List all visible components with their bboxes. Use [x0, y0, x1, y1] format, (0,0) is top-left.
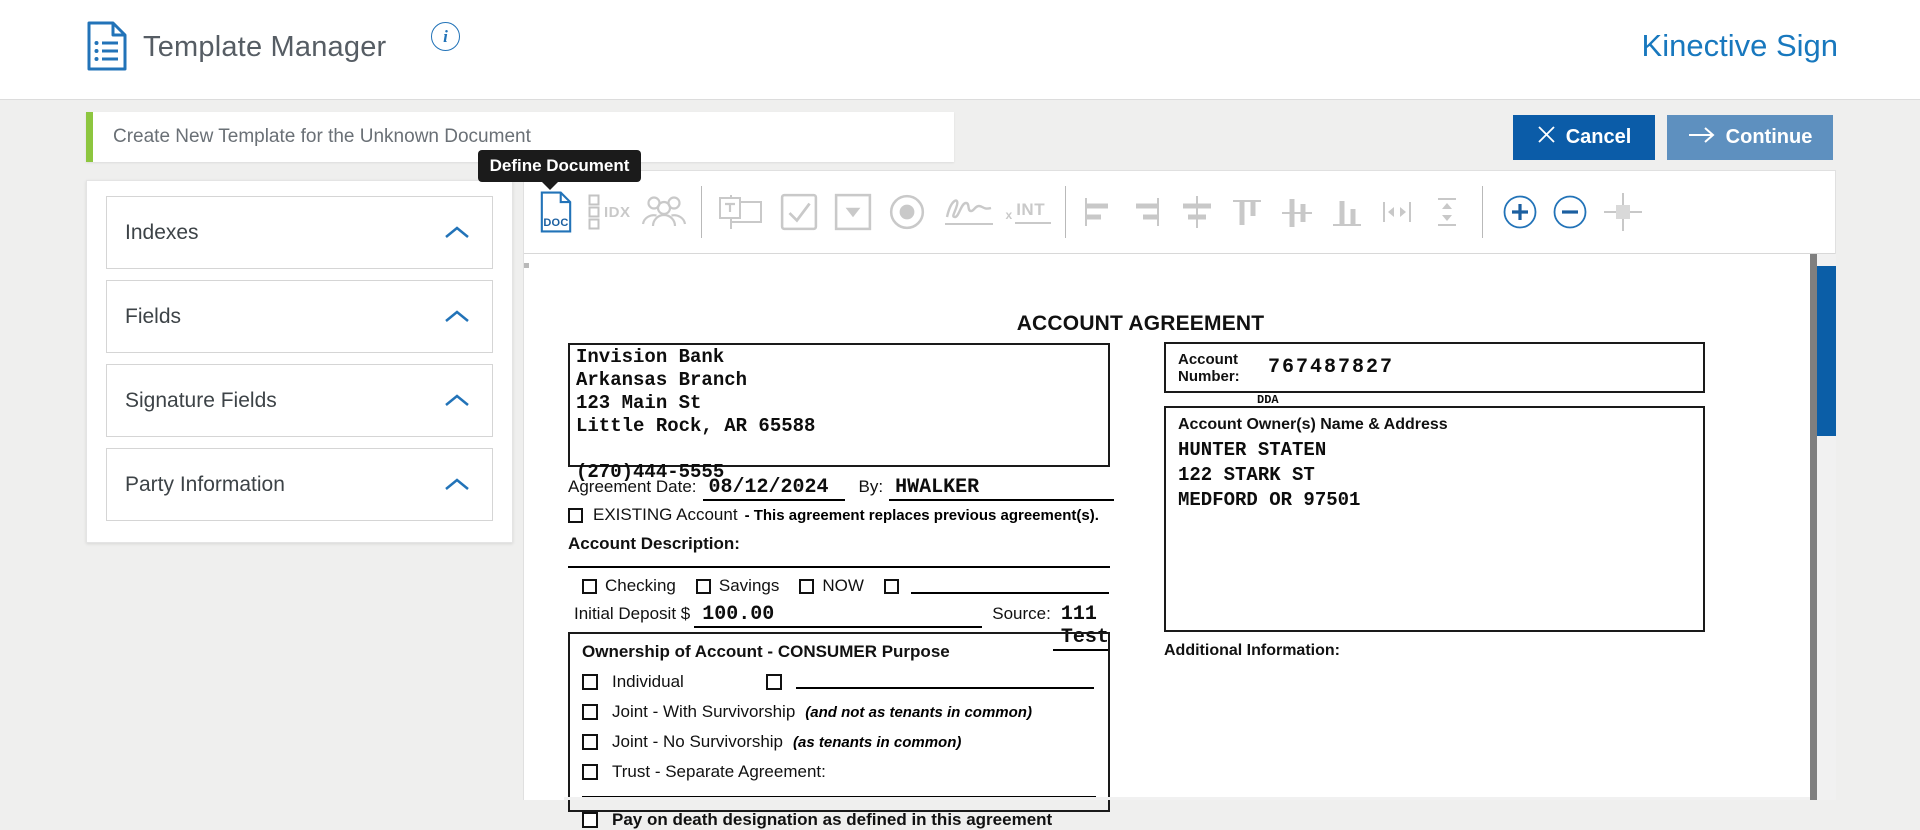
account-type-row — [582, 576, 1109, 596]
align-center-horizontal-icon[interactable] — [1180, 195, 1214, 229]
existing-account-note: - This agreement replaces previous agreement(s). — [744, 506, 1099, 524]
document-panel — [523, 170, 1836, 829]
initials-field-icon[interactable]: x INT — [1006, 200, 1052, 224]
brand-logo: Kinective Sign — [1641, 28, 1838, 63]
account-description-label: Account Description: — [568, 534, 740, 553]
sidebar-item-label: Signature Fields — [125, 388, 277, 412]
toolbar-separator — [701, 186, 702, 238]
agreement-date-label: Agreement Date: — [568, 477, 697, 496]
other-type-blank — [911, 578, 1109, 594]
joint-no-survivorship-checkbox[interactable] — [582, 734, 598, 750]
joint-with-survivorship-checkbox[interactable] — [582, 704, 598, 720]
document-title: ACCOUNT AGREEMENT — [1016, 312, 1265, 335]
joint-no-survivorship-note: (as tenants in common) — [793, 733, 962, 751]
continue-button[interactable] — [1667, 115, 1833, 160]
text-field-icon[interactable] — [716, 193, 764, 231]
source-label: Source: — [992, 604, 1051, 623]
chevron-up-icon — [444, 394, 470, 407]
toolbar — [524, 171, 1835, 254]
pay-on-death-label: Pay on death designation as defined in this agreement — [612, 810, 1053, 829]
ownership-box — [568, 632, 1110, 829]
sidebar-item-signature-fields[interactable] — [106, 364, 493, 437]
bank-line: (270)444-5555 — [576, 461, 725, 483]
tooltip-arrow — [542, 182, 558, 190]
align-left-icon[interactable] — [1080, 195, 1114, 229]
pay-on-death-checkbox[interactable] — [582, 812, 598, 828]
additional-information-label: Additional Information: — [1164, 642, 1340, 659]
owner-line: MEDFORD OR 97501 — [1178, 489, 1361, 511]
divider — [568, 566, 1110, 568]
viewport-corner-artifact — [524, 263, 529, 268]
vertical-scrollbar[interactable] — [1817, 254, 1836, 800]
viewport-edge — [1810, 254, 1817, 800]
joint-no-survivorship-label: Joint - No Survivorship — [612, 732, 784, 751]
checking-label: Checking — [605, 576, 676, 595]
by-value: HWALKER — [889, 476, 1114, 501]
individual-checkbox[interactable] — [582, 674, 598, 690]
define-document-tooltip — [478, 150, 641, 182]
checking-checkbox[interactable] — [582, 579, 597, 594]
chevron-up-icon — [444, 478, 470, 491]
individual-label: Individual — [612, 672, 684, 691]
info-icon[interactable]: i — [431, 22, 460, 51]
ownership-heading: Ownership of Account - CONSUMER Purpose — [582, 642, 950, 661]
horizontal-scroll-track[interactable] — [564, 797, 1810, 800]
existing-account-checkbox[interactable] — [568, 508, 583, 523]
initial-deposit-value: 100.00 — [694, 603, 982, 628]
chevron-up-icon — [444, 226, 470, 239]
tooltip-text: Define Document — [489, 156, 630, 175]
savings-label: Savings — [718, 576, 780, 595]
account-number-value: 767487827 — [1268, 356, 1395, 379]
zoom-in-icon[interactable] — [1501, 193, 1539, 231]
sidebar-item-label: Fields — [125, 304, 182, 328]
cancel-button[interactable] — [1513, 115, 1655, 160]
bank-line: Arkansas Branch — [576, 369, 748, 391]
sidebar-item-party-information[interactable] — [106, 448, 493, 521]
sidebar-item-indexes[interactable] — [106, 196, 493, 269]
account-number-box — [1164, 342, 1705, 393]
bank-line: Invision Bank — [576, 346, 725, 368]
align-bottom-icon[interactable] — [1330, 195, 1364, 229]
individual-blank — [796, 675, 1094, 689]
template-manager-logo-icon — [84, 20, 130, 77]
toolbar-separator — [1065, 186, 1066, 238]
initial-deposit-label: Initial Deposit $ — [574, 604, 691, 623]
owner-box-heading: Account Owner(s) Name & Address — [1178, 416, 1448, 433]
existing-account-row — [568, 505, 1099, 525]
document-viewport[interactable] — [524, 254, 1811, 829]
party-group-icon[interactable] — [641, 194, 687, 230]
continue-button-label: Continue — [1725, 126, 1813, 148]
app-header — [0, 0, 1920, 100]
checkbox-field-icon[interactable] — [780, 193, 818, 231]
owner-line: 122 STARK ST — [1178, 464, 1315, 486]
savings-checkbox[interactable] — [696, 579, 711, 594]
chevron-up-icon — [444, 310, 470, 323]
owner-line: HUNTER STATEN — [1178, 439, 1327, 461]
radio-field-icon[interactable] — [888, 193, 926, 231]
by-label: By: — [858, 477, 884, 496]
cancel-x-icon — [1537, 125, 1556, 150]
joint-with-survivorship-note: (and not as tenants in common) — [805, 703, 1032, 721]
trust-checkbox[interactable] — [582, 764, 598, 780]
dropdown-field-icon[interactable] — [834, 193, 872, 231]
bank-info-box — [568, 343, 1110, 483]
individual-other-checkbox[interactable] — [766, 674, 782, 690]
account-number-label: Number: — [1178, 367, 1240, 385]
define-document-icon[interactable]: DOC — [538, 190, 574, 234]
distribute-vertical-icon[interactable] — [1430, 195, 1464, 229]
trust-label: Trust - Separate Agreement: — [612, 762, 826, 781]
toolbar-separator — [1482, 186, 1483, 238]
align-right-icon[interactable] — [1130, 195, 1164, 229]
now-checkbox[interactable] — [799, 579, 814, 594]
page-title: Template Manager — [143, 31, 387, 63]
existing-account-label: EXISTING Account — [593, 505, 738, 524]
account-owner-box — [1164, 406, 1705, 632]
signature-field-icon[interactable] — [942, 193, 996, 231]
align-center-vertical-icon[interactable] — [1280, 195, 1314, 229]
align-top-icon[interactable] — [1230, 195, 1264, 229]
bank-line: Little Rock, AR 65588 — [576, 415, 816, 437]
account-number-label: Account — [1178, 350, 1238, 368]
source-value: 111 Test — [1053, 603, 1109, 651]
agreement-date-row — [568, 476, 1114, 501]
bank-line — [576, 438, 1102, 461]
sidebar — [86, 180, 513, 543]
context-banner-text: Create New Template for the Unknown Document — [113, 126, 531, 147]
zoom-out-icon[interactable] — [1551, 193, 1589, 231]
scrollbar-thumb[interactable] — [1817, 266, 1836, 436]
index-fields-icon[interactable]: IDX — [588, 194, 631, 230]
sidebar-item-fields[interactable] — [106, 280, 493, 353]
now-label: NOW — [822, 576, 864, 595]
joint-with-survivorship-label: Joint - With Survivorship — [612, 702, 796, 721]
cancel-button-label: Cancel — [1565, 126, 1632, 148]
sidebar-item-label: Party Information — [125, 472, 285, 496]
agreement-date-value: 08/12/2024 — [703, 476, 845, 501]
bank-line: 123 Main St — [576, 392, 702, 414]
account-type-code: DDA — [1257, 393, 1279, 407]
continue-arrow-icon — [1688, 126, 1716, 150]
distribute-horizontal-icon[interactable] — [1380, 195, 1414, 229]
center-crosshair-icon[interactable] — [1603, 192, 1643, 232]
sidebar-item-label: Indexes — [125, 220, 199, 244]
other-type-checkbox[interactable] — [884, 579, 899, 594]
